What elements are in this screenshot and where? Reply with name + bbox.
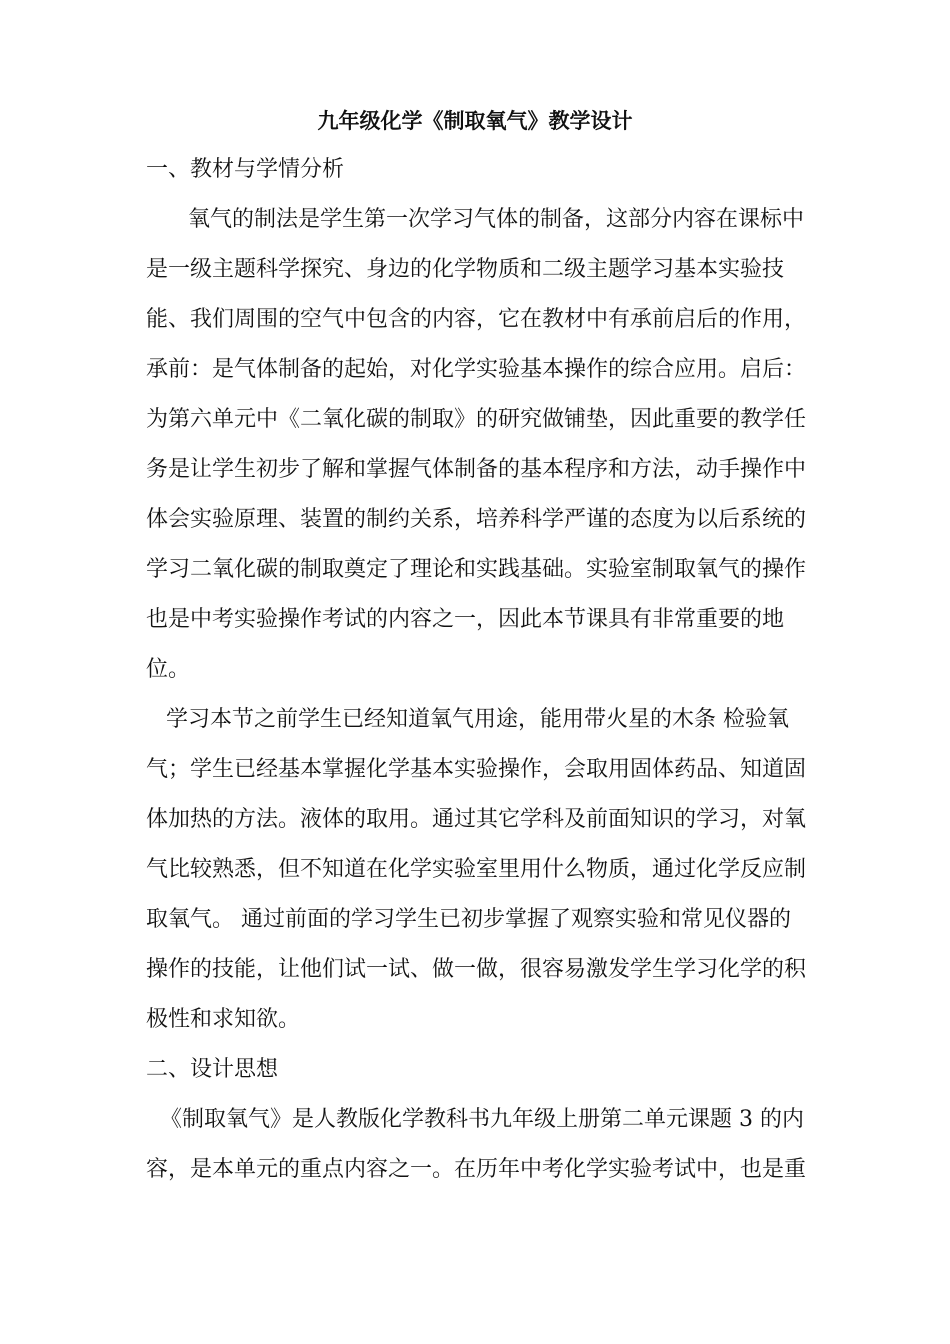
paragraph-line: 体加热的方法。液体的取用。通过其它学科及前面知识的学习，对氧 [146,807,807,832]
paragraph-line: 氧气的制法是学生第一次学习气体的制备，这部分内容在课标中 [188,207,805,232]
paragraph-line: 体会实验原理、装置的制约关系，培养科学严谨的态度为以后系统的 [146,507,807,532]
paragraph-line: 气；学生已经基本掌握化学基本实验操作，会取用固体药品、知道固 [146,757,807,782]
paragraph-line: 位。 [146,657,191,682]
paragraph-line: 也是中考实验操作考试的内容之一，因此本节课具有非常重要的地 [146,607,785,632]
paragraph-line: 是一级主题科学探究、身边的化学物质和二级主题学习基本实验技 [146,257,785,282]
section-heading: 二、设计思想 [146,1057,279,1082]
paragraph-line: 能、我们周围的空气中包含的内容，它在教材中有承前启后的作用， [146,307,807,332]
paragraph-line: 操作的技能，让他们试一试、做一做，很容易激发学生学习化学的积 [146,957,807,982]
paragraph-line: 务是让学生初步了解和掌握气体制备的基本程序和方法，动手操作中 [146,457,807,482]
paragraph-line: 为第六单元中《二氧化碳的制取》的研究做铺垫，因此重要的教学任 [146,407,807,432]
paragraph-line: 《制取氧气》是人教版化学教科书九年级上册第二单元课题 3 的内 [160,1107,804,1132]
paragraph-line: 容，是本单元的重点内容之一。在历年中考化学实验考试中，也是重 [146,1157,807,1182]
document-title: 九年级化学《制取氧气》教学设计 [317,108,633,133]
paragraph-line: 学习二氧化碳的制取奠定了理论和实践基础。实验室制取氧气的操作 [146,557,807,582]
paragraph-line: 学习本节之前学生已经知道氧气用途，能用带火星的木条 检验氧 [166,707,789,732]
section-heading: 一、教材与学情分析 [146,157,345,182]
paragraph-line: 取氧气。 通过前面的学习学生已初步掌握了观察实验和常见仪器的 [146,907,791,932]
paragraph-line: 气比较熟悉，但不知道在化学实验室里用什么物质，通过化学反应制 [146,857,807,882]
paragraph-line: 极性和求知欲。 [146,1007,301,1032]
paragraph-line: 承前：是气体制备的起始，对化学实验基本操作的综合应用。启后： [146,357,807,382]
